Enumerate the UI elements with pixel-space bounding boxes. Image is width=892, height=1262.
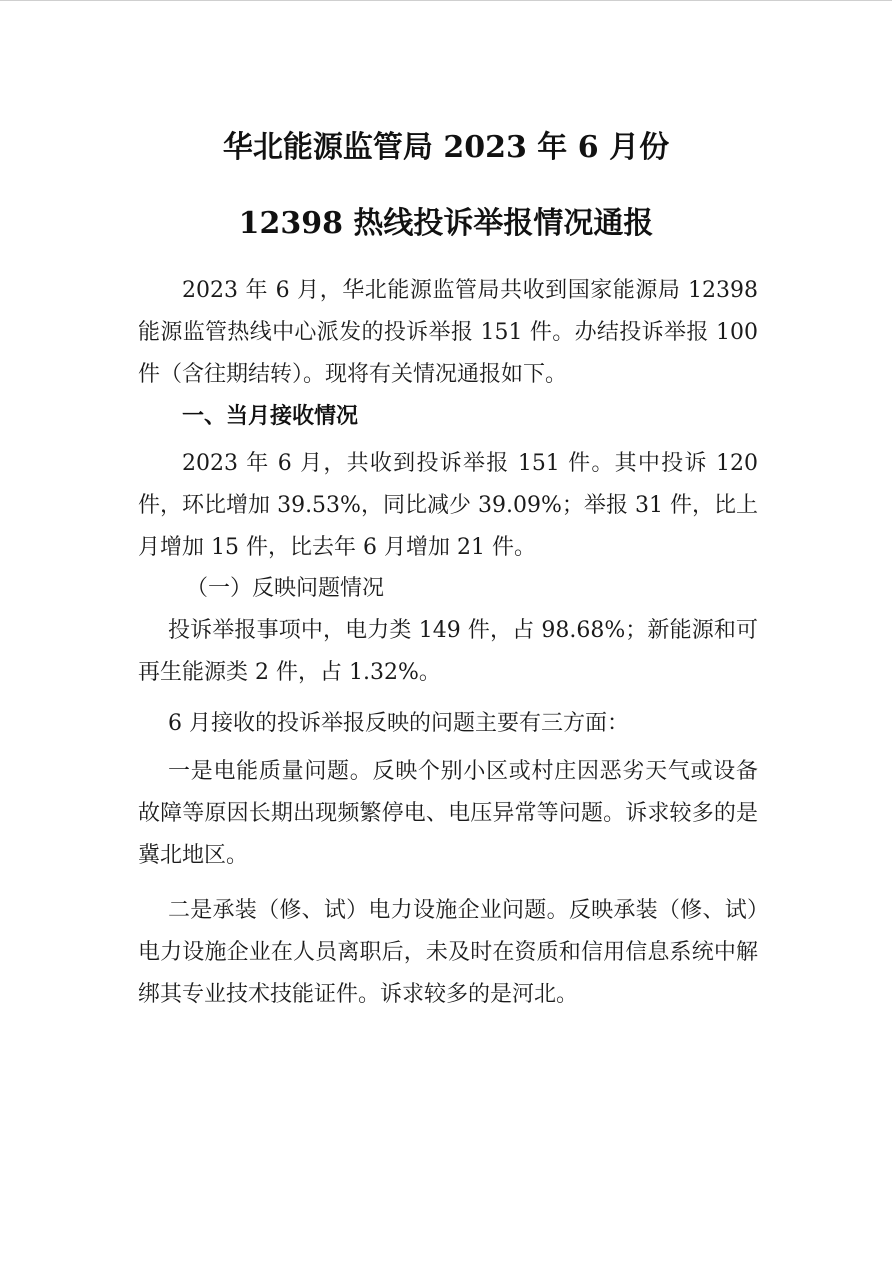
section-1-paragraph: 2023 年 6 月，共收到投诉举报 151 件。其中投诉 120 件，环比增加 39.53%，同比减少 39.09%；举报 31 件，比上月增加 15 件，比去年 6 月增加 21 件。	[138, 451, 758, 560]
page-top-border	[0, 0, 892, 1]
document-title-line-2: 12398 热线投诉举报情况通报	[238, 206, 654, 241]
issue-1-paragraph: 一是电能质量问题。反映个别小区或村庄因恶劣天气或设备故障等原因长期出现频繁停电、电压异常等问题。诉求较多的是冀北地区。	[138, 759, 758, 868]
category-paragraph: 投诉举报事项中，电力类 149 件，占 98.68%；新能源和可再生能源类 2 件，占 1.32%。	[138, 618, 758, 685]
issues-intro-paragraph: 6 月接收的投诉举报反映的问题主要有三方面：	[168, 711, 629, 736]
subsection-1-heading: （一）反映问题情况	[186, 576, 385, 601]
issue-2-paragraph: 二是承装（修、试）电力设施企业问题。反映承装（修、试）电力设施企业在人员离职后，未及时在资质和信用信息系统中解绑其专业技术技能证件。诉求较多的是河北。	[138, 898, 758, 1007]
section-1-heading: 一、当月接收情况	[182, 404, 359, 429]
document-title-line-1: 华北能源监管局 2023 年 6 月份	[222, 130, 670, 165]
intro-paragraph: 2023 年 6 月，华北能源监管局共收到国家能源局 12398 能源监管热线中心派发的投诉举报 151 件。办结投诉举报 100 件（含往期结转）。现将有关情况通报如下。	[138, 278, 758, 387]
